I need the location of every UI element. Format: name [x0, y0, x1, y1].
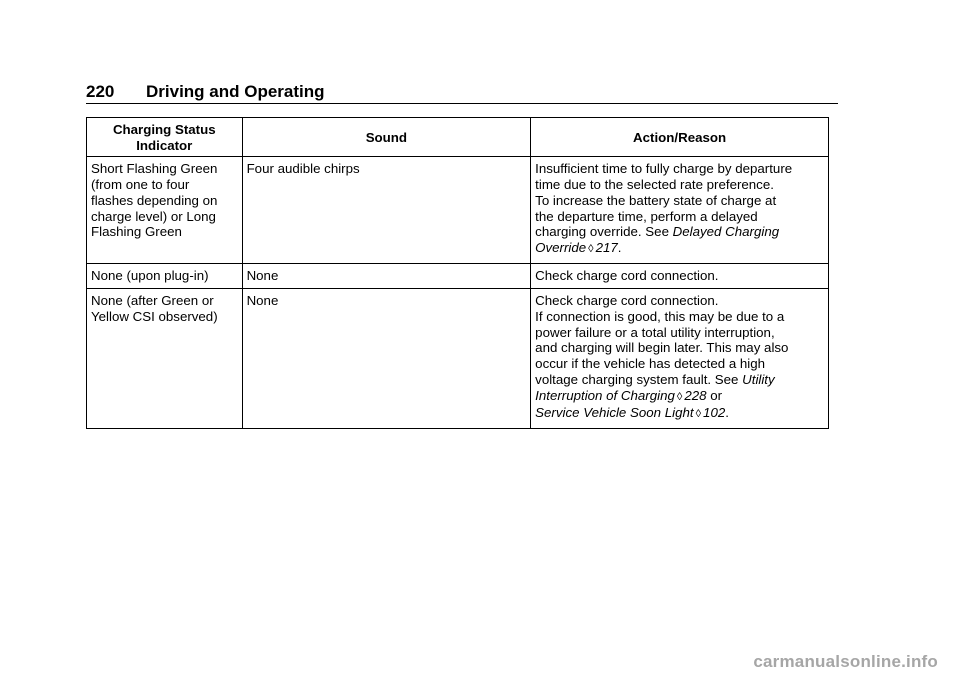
page-header — [86, 82, 838, 102]
indicator-cell: None (upon plug-in) — [87, 263, 243, 289]
indicator-line: flashes depending on — [91, 192, 218, 208]
indicator-line: Yellow CSI observed) — [91, 309, 218, 325]
page-number: 220 — [86, 82, 115, 101]
table-row — [87, 289, 829, 429]
xref-utility-interruption-link[interactable]: Interruption of Charging — [535, 387, 675, 403]
section-title: Driving and Operating — [146, 82, 325, 101]
xref-page-number[interactable]: 102 — [703, 405, 726, 421]
action-line: Check charge cord connection. — [535, 293, 719, 309]
charging-status-table — [86, 117, 829, 429]
action-line: occur if the vehicle has detected a high — [535, 356, 766, 372]
xref-tail: . — [725, 405, 729, 421]
watermark: carmanualsonline.info — [753, 652, 938, 671]
indicator-cell — [87, 157, 243, 263]
xref-utility-interruption-link[interactable]: Utility — [742, 371, 775, 387]
action-cell — [531, 289, 829, 429]
xref-tail: . — [617, 239, 622, 255]
page-reference-icon: ◊ — [588, 242, 594, 255]
action-line — [535, 405, 824, 423]
page-reference-icon: ◊ — [676, 390, 683, 403]
page-reference-icon: ◊ — [695, 408, 702, 421]
column-header-indicator-line1: Charging Status — [112, 122, 216, 137]
table-row — [87, 263, 829, 289]
indicator-cell — [87, 289, 243, 429]
xref-lead-text: voltage charging system fault. See — [535, 371, 739, 387]
sound-cell: None — [242, 263, 531, 289]
action-line: and charging will begin later. This may also — [535, 340, 789, 356]
xref-delayed-charging-override-link[interactable]: Delayed Charging — [672, 224, 780, 240]
indicator-line: Flashing Green — [91, 224, 182, 240]
action-line: If connection is good, this may be due to a — [535, 309, 785, 325]
column-header-action: Action/Reason — [531, 118, 829, 157]
column-header-indicator-line2: Indicator — [136, 137, 193, 153]
sound-cell: None — [242, 289, 531, 429]
table-row — [87, 157, 829, 263]
indicator-line: None (after Green or — [91, 293, 214, 309]
action-line: time due to the selected rate preference. — [535, 177, 774, 193]
indicator-line: (from one to four — [91, 177, 190, 193]
header-rule — [86, 103, 838, 104]
action-line — [535, 372, 824, 388]
xref-lead-text: charging override. See — [535, 224, 669, 240]
action-line: power failure or a total utility interruption, — [535, 324, 775, 340]
action-line: Insufficient time to fully charge by departure — [535, 161, 793, 177]
xref-delayed-charging-override-link[interactable]: Override — [535, 239, 587, 255]
action-cell: Check charge cord connection. — [531, 263, 829, 289]
action-line — [535, 388, 824, 406]
column-header-sound: Sound — [242, 118, 531, 157]
xref-page-number[interactable]: 217 — [595, 239, 618, 255]
xref-joiner: or — [710, 387, 723, 403]
xref-page-number[interactable]: 228 — [684, 387, 707, 403]
action-cell — [531, 157, 829, 263]
action-line: the departure time, perform a delayed — [535, 208, 758, 224]
indicator-line: charge level) or Long — [91, 208, 216, 224]
action-line: To increase the battery state of charge at — [535, 192, 777, 208]
column-header-indicator — [87, 118, 243, 157]
action-line — [535, 240, 824, 258]
indicator-line: Short Flashing Green — [91, 161, 218, 177]
xref-service-vehicle-soon-light-link[interactable]: Service Vehicle Soon Light — [535, 405, 694, 421]
action-line — [535, 224, 824, 240]
table-header-row — [87, 118, 829, 157]
sound-cell: Four audible chirps — [242, 157, 531, 263]
